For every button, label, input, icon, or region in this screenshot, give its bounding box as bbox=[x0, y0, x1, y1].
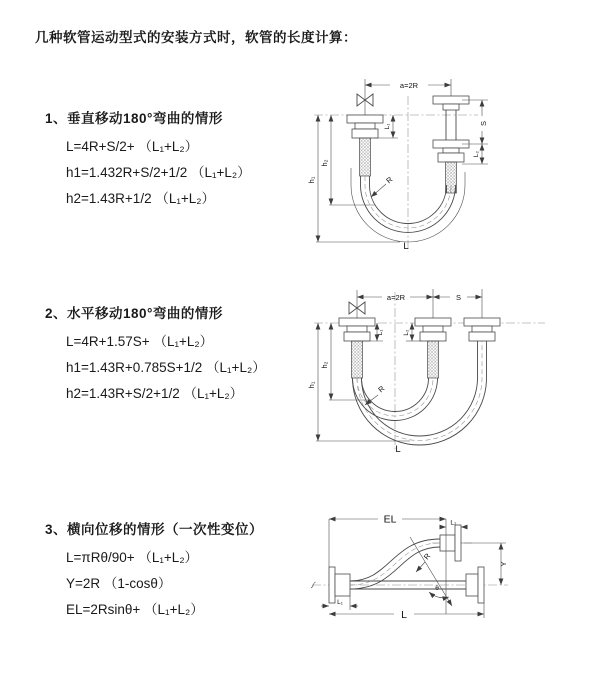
length-label: L bbox=[403, 241, 409, 252]
dim-el-label: EL bbox=[383, 513, 397, 526]
dim-l2-label: L₂ bbox=[473, 150, 480, 158]
angle-theta-label: θ bbox=[435, 585, 439, 592]
dim-l2-label: L₂ bbox=[450, 519, 457, 527]
radius-label: R bbox=[376, 383, 387, 395]
length-label: L bbox=[395, 444, 401, 455]
radius-label: R bbox=[421, 551, 433, 562]
diagram-horizontal-180-bend bbox=[300, 280, 600, 480]
formula-line: Y=2R （1-cosθ） bbox=[66, 576, 172, 591]
dim-span-label: a=2R bbox=[399, 80, 419, 90]
dim-h2-label: h₂ bbox=[320, 159, 329, 167]
formula-line: L=4R+1.57S+ （L₁+L₂） bbox=[66, 334, 214, 349]
section-vertical-180 bbox=[45, 107, 251, 212]
dim-l1-label: L₁ bbox=[337, 599, 343, 606]
radius-label: R bbox=[384, 174, 395, 186]
dim-l1-label: L₁ bbox=[384, 123, 391, 130]
formula-line: h1=1.432R+S/2+1/2 （L₁+L₂） bbox=[66, 165, 251, 180]
dim-l1-label: L₁ bbox=[377, 329, 384, 336]
section-2-heading: 2、水平移动180°弯曲的情形 bbox=[45, 306, 223, 321]
dim-s-label: S bbox=[455, 292, 462, 302]
length-label: L bbox=[401, 608, 407, 621]
section-horizontal-180 bbox=[45, 302, 266, 407]
section-2-formulas bbox=[66, 329, 266, 407]
section-1-heading: 1、垂直移动180°弯曲的情形 bbox=[45, 111, 223, 126]
formula-line: L=4R+S/2+ （L₁+L₂） bbox=[66, 139, 199, 154]
dim-s-label: S bbox=[479, 120, 488, 127]
dim-y-label: Y bbox=[499, 561, 508, 567]
section-3-formulas bbox=[66, 545, 263, 623]
dim-span-label: a=2R bbox=[386, 292, 406, 302]
formula-line: h2=1.43R+1/2 （L₁+L₂） bbox=[66, 191, 216, 206]
dim-h2-label: h₂ bbox=[320, 361, 329, 369]
dim-h1-label: h₁ bbox=[307, 176, 316, 184]
dim-l2-label: L₂ bbox=[403, 329, 410, 336]
section-lateral-displacement bbox=[45, 518, 263, 623]
formula-line: EL=2Rsinθ+ （L₁+L₂） bbox=[66, 602, 204, 617]
section-3-heading: 3、横向位移的情形（一次性变位） bbox=[45, 522, 264, 537]
diagram-lateral-displacement bbox=[295, 495, 600, 660]
diagram-vertical-180-bend bbox=[300, 65, 600, 265]
page-title: 几种软管运动型式的安装方式时，软管的长度计算： bbox=[35, 30, 357, 45]
formula-line: h1=1.43R+0.785S+1/2 （L₁+L₂） bbox=[66, 360, 266, 375]
formula-line: L=πRθ/90+ （L₁+L₂） bbox=[66, 550, 199, 565]
section-1-formulas bbox=[66, 134, 251, 212]
formula-line: h2=1.43R+S/2+1/2 （L₁+L₂） bbox=[66, 386, 244, 401]
dim-h1-label: h₁ bbox=[307, 381, 316, 389]
